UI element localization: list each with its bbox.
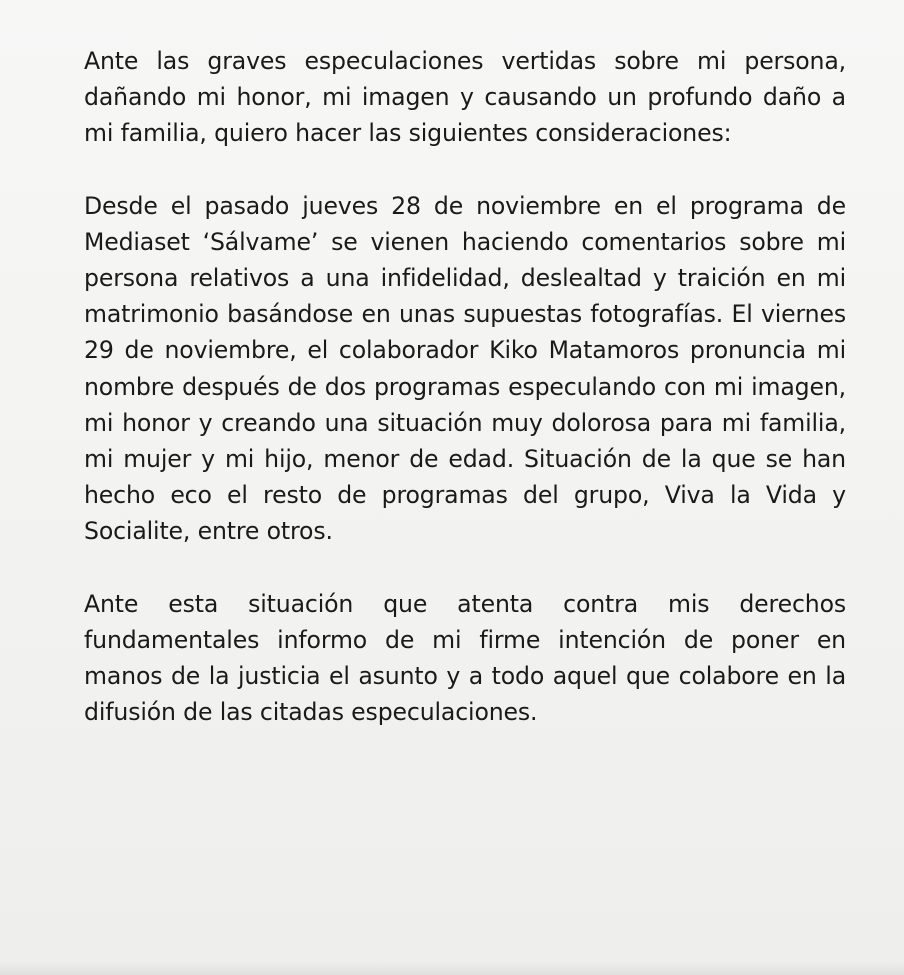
paragraph-legal-action: Ante esta situación que atenta contra mis derechos fundamentales informo de mi firme intención de poner en manos de la justicia el asunto y a todo aquel que colabore en la difusión de las citadas especulaciones. — [84, 589, 846, 727]
paragraph-intro: Ante las graves especulaciones vertidas sobre mi persona, dañando mi honor, mi imagen y causando un profundo daño a mi familia, quiero hacer las siguientes consideraciones: — [84, 47, 846, 148]
page-edge-shadow — [0, 961, 904, 975]
statement-body — [84, 43, 846, 730]
paragraph-facts: Desde el pasado jueves 28 de noviembre en el programa de Mediaset ‘Sálvame’ se vienen haciendo comentarios sobre mi persona relativos a una infidelidad, deslealtad y traición en mi matrimonio basándose en unas supuestas fotografías. El viernes 29 de noviembre, el colaborador Kiko Matamoros pronuncia mi nombre después de dos programas especulando con mi imagen, mi honor y creando una situación muy dolorosa para mi familia, mi mujer y mi hijo, menor de edad. Situación de la que se han hecho eco el resto de programas del grupo, Viva la Vida y Socialite, entre otros. — [84, 191, 846, 546]
